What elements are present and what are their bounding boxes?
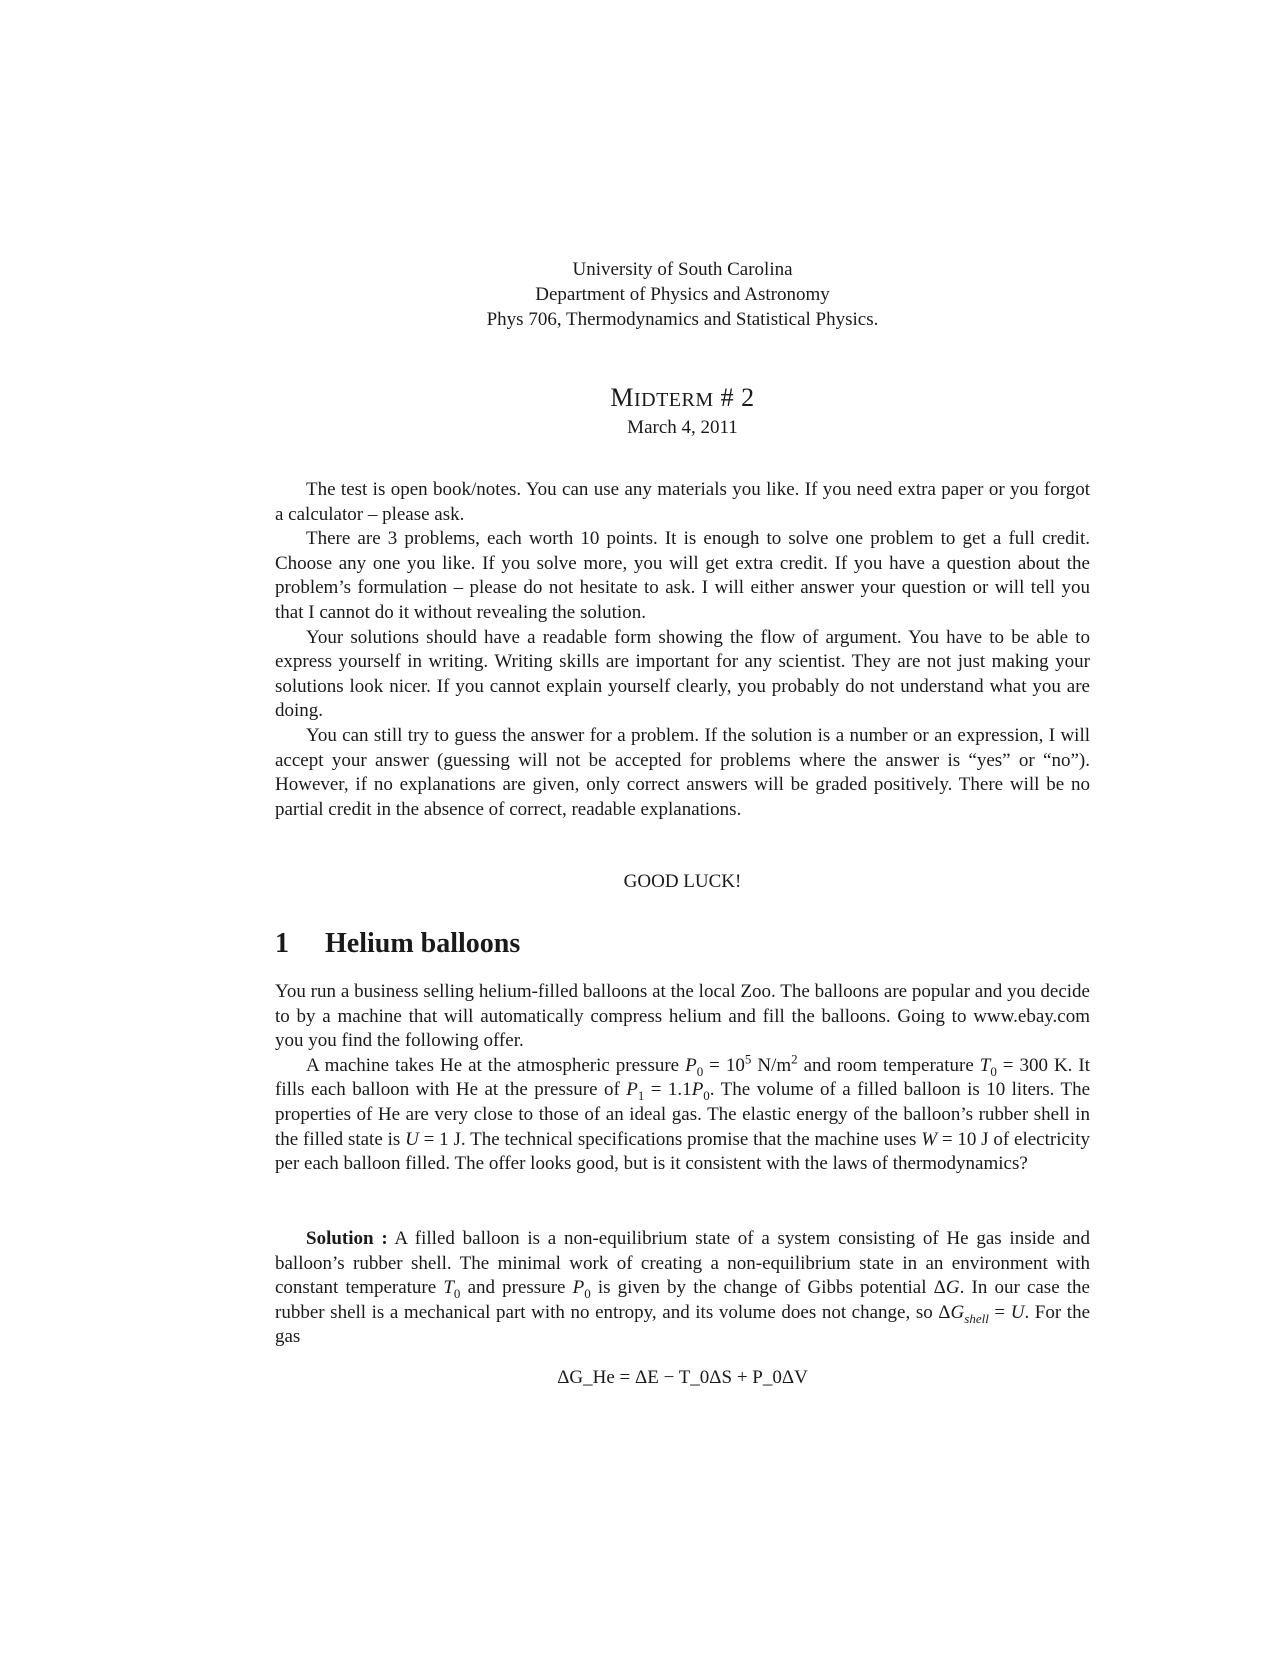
instructions-paragraph-4: You can still try to guess the answer for a problem. If the solution is a number or an expression, I will accept your answer (guessing will not be accepted for problems where the answer is “yes” or “no”). However, if no explanations are given, only correct answers will be graded positively. There will be no partial credit in the absence of correct, readable explanations. (275, 724, 1090, 820)
department-name: Department of Physics and Astronomy (535, 283, 830, 305)
problem-paragraph-1: You run a business selling helium-filled balloons at the local Zoo. The balloons are popular and you decide to by a machine that will automatically compress helium and fill the balloons. Going to www.ebay.com you you find the following offer. (275, 981, 1090, 1052)
good-luck-text: GOOD LUCK! (623, 871, 742, 892)
problem-statement (275, 980, 1090, 1177)
exam-title-block (275, 382, 1090, 440)
gibbs-equation (275, 1366, 1090, 1391)
instructions (275, 478, 1090, 822)
section-heading (275, 926, 1090, 962)
document-header (275, 258, 1090, 332)
university-name: University of South Carolina (572, 259, 793, 280)
instructions-paragraph-1: The test is open book/notes. You can use any materials you like. If you need extra paper or you forgot a calculator – please ask. (275, 479, 1090, 525)
solution-paragraph: Solution : A filled balloon is a non-equilibrium state of a system consisting of He gas inside and balloon’s rubber shell. The minimal work of creating a non-equilibrium state in an environment with constant temperature $T_0$ and pressure $P_0$ is given by the change of Gibbs potential ΔG. In our case the rubber shell is a mechanical part with no entropy, and its volume does not change, so $\Delta G_{shell} = U$. For the gas (275, 1228, 1091, 1348)
instructions-paragraph-2: There are 3 problems, each worth 10 points. It is enough to solve one problem to get a full credit. Choose any one you like. If you solve more, you will get extra credit. If you have a question about the problem’s formulation – please do not hesitate to ask. I will either answer your question or will tell you that I cannot do it without revealing the solution. (275, 528, 1090, 623)
instructions-paragraph-3: Your solutions should have a readable form showing the flow of argument. You have to be able to express yourself in writing. Writing skills are important for any scientist. They are not just making your solutions look nicer. If you cannot explain yourself clearly, you probably do not understand what you are doing. (275, 626, 1090, 722)
section-title: Helium balloons (325, 928, 521, 959)
problem-paragraph-2: A machine takes He at the atmospheric pressure $P_0 = 10^5$ $N/m^2$ and room temperature $T_0 = 300$ K. It fills each balloon with He at the pressure of $P_1 = 1.1P_0$. The volume of a filled balloon is 10 liters. The properties of He are very close to those of an ideal gas. The elastic energy of the balloon’s rubber shell in the filled state is U = 1 J. The technical specifications promise that the machine uses W = 10 J of electricity per each balloon filled. The offer looks good, but is it consistent with the laws of thermodynamics? (275, 1051, 1091, 1175)
solution-text (275, 1227, 1090, 1350)
section-number: 1 (275, 928, 289, 959)
exam-title: MIDTERM # 2 (610, 383, 755, 412)
solution-label: Solution : (306, 1228, 388, 1249)
course-name: Phys 706, Thermodynamics and Statistical Physics. (486, 308, 879, 330)
exam-date: March 4, 2011 (627, 417, 738, 438)
equation-text: ΔG_He = ΔE − T_0ΔS + P_0ΔV (557, 1367, 808, 1388)
